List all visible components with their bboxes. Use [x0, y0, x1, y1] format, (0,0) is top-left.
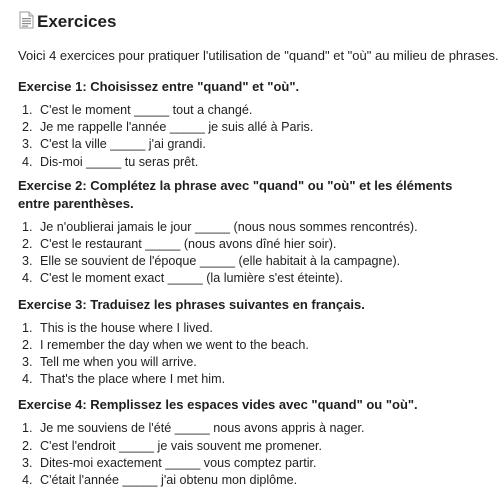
title-row	[18, 10, 482, 34]
item-number: 2.	[22, 120, 33, 135]
exercise-1-heading: Exercise 1: Choisissez entre "quand" et "où".	[18, 79, 300, 94]
item-number: 4.	[22, 271, 33, 286]
list-item	[18, 219, 482, 236]
exercise-2-heading: Exercise 2: Complétez la phrase avec "quand" ou "où" et les éléments entre parenthèses.	[18, 177, 453, 211]
item-text: C'est le moment _____ tout a changé.	[40, 103, 253, 117]
item-number: 1.	[22, 219, 33, 234]
list-item	[18, 119, 482, 136]
exercise-3-heading: Exercise 3: Traduisez les phrases suivantes en français.	[18, 296, 365, 312]
list-item	[18, 337, 482, 354]
list-item	[18, 236, 482, 253]
item-number: 2.	[22, 337, 33, 352]
list-item	[18, 371, 482, 388]
item-text: Dis-moi _____ tu seras prêt.	[40, 154, 199, 169]
item-text: Tell me when you will arrive.	[40, 355, 197, 370]
list-item	[18, 320, 482, 337]
item-number: 3.	[22, 254, 33, 269]
item-text: C'est la ville _____ j'ai grandi.	[40, 137, 206, 152]
list-item	[18, 102, 482, 119]
exercise-2-list	[18, 219, 482, 288]
list-item	[18, 472, 482, 489]
item-number: 1.	[22, 421, 33, 436]
item-number: 3.	[22, 137, 33, 152]
item-text: C'est l'endroit _____ je vais souvent me promener.	[40, 438, 323, 453]
list-item	[18, 354, 482, 371]
exercise-4-list	[18, 420, 482, 489]
exercise-1-list	[18, 102, 482, 171]
list-item	[18, 136, 482, 153]
list-item	[18, 154, 482, 171]
item-text: Je me souviens de l'été _____ nous avons appris à nager.	[40, 421, 365, 436]
page-title: Exercices	[37, 12, 117, 31]
page-facing-up-icon	[18, 11, 37, 34]
item-text: Dites-moi exactement _____ vous comptez partir.	[40, 455, 317, 470]
item-number: 1.	[22, 320, 33, 335]
exercise-4-heading: Exercise 4: Remplissez les espaces vides avec "quand" ou "où".	[18, 397, 418, 413]
item-text: C'était l'année _____ j'ai obtenu mon diplôme.	[40, 473, 298, 488]
list-item	[18, 455, 482, 472]
item-text: This is the house where I lived.	[40, 320, 213, 335]
item-number: 2.	[22, 237, 33, 252]
item-text: C'est le moment exact _____ (la lumière s'est éteinte).	[40, 271, 344, 286]
item-number: 4.	[22, 372, 33, 387]
item-number: 3.	[22, 355, 33, 370]
list-item	[18, 270, 482, 287]
item-text: C'est le restaurant _____ (nous avons dîné hier soir).	[40, 237, 337, 252]
item-text: Je n'oublierai jamais le jour _____ (nous nous sommes rencontrés).	[40, 219, 418, 234]
item-text: I remember the day when we went to the beach.	[40, 337, 309, 352]
item-number: 4.	[22, 473, 33, 488]
list-item	[18, 438, 482, 455]
item-text: That's the place where I met him.	[40, 372, 226, 387]
intro-text: Voici 4 exercices pour pratiquer l'utilisation de "quand" et "où" au milieu de phrases.	[18, 48, 499, 63]
item-number: 4.	[22, 154, 33, 169]
item-number: 3.	[22, 455, 33, 470]
list-item	[18, 420, 482, 437]
exercise-3-list	[18, 320, 482, 389]
list-item	[18, 253, 482, 270]
item-text: Elle se souvient de l'époque _____ (elle habitait à la campagne).	[40, 254, 401, 269]
item-number: 1.	[22, 103, 33, 117]
item-number: 2.	[22, 438, 33, 453]
item-text: Je me rappelle l'année _____ je suis allé à Paris.	[40, 120, 314, 135]
